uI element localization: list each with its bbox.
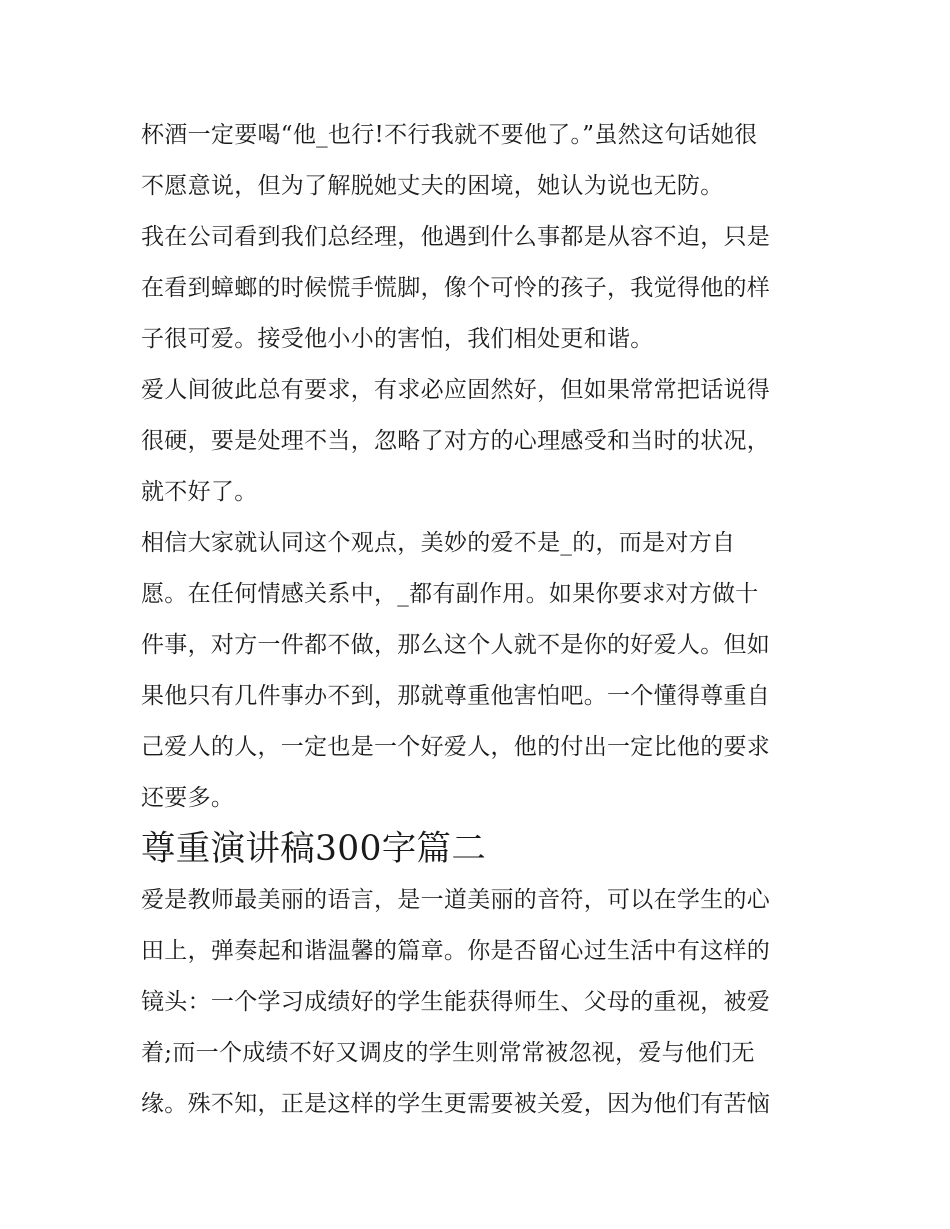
- text-line: 就不好了。: [141, 479, 258, 505]
- text-line: 爱人间彼此总有要求，有求必应固然好，但如果常常把话说得: [141, 377, 771, 403]
- text-line: 镜头：一个学习成绩好的学生能获得师生、父母的重视，被爱: [141, 989, 771, 1015]
- text-line: 杯酒一定要喝“他_也行!不行我就不要他了。”虽然这句话她很: [141, 122, 758, 148]
- text-line: 还要多。: [141, 785, 235, 811]
- paragraph-3: [141, 365, 821, 518]
- document-body: [141, 110, 821, 1130]
- text-line: 缘。殊不知，正是这样的学生更需要被关爱，因为他们有苦恼: [141, 1091, 771, 1117]
- text-line: 己爱人的人，一定也是一个好爱人，他的付出一定比他的要求: [141, 734, 771, 760]
- text-line: 田上，弹奏起和谐温馨的篇章。你是否留心过生活中有这样的: [141, 938, 771, 964]
- text-line: 我在公司看到我们总经理，他遇到什么事都是从容不迫，只是: [141, 224, 771, 250]
- paragraph-4: [141, 518, 821, 824]
- heading-text: 尊重演讲稿300字篇二: [141, 829, 487, 869]
- text-line: 在看到蟑螂的时候慌手慌脚，像个可怜的孩子，我觉得他的样: [141, 275, 771, 301]
- text-line: 爱是教师最美丽的语言，是一道美丽的音符，可以在学生的心: [141, 887, 771, 913]
- text-line: 件事，对方一件都不做，那么这个人就不是你的好爱人。但如: [141, 632, 771, 658]
- text-line: 相信大家就认同这个观点，美妙的爱不是_的，而是对方自: [141, 530, 736, 556]
- text-line: 果他只有几件事办不到，那就尊重他害怕吧。一个懂得尊重自: [141, 683, 771, 709]
- text-line: 着;而一个成绩不好又调皮的学生则常常被忽视，爱与他们无: [141, 1040, 755, 1066]
- text-line: 不愿意说，但为了解脱她丈夫的困境，她认为说也无防。: [141, 173, 724, 199]
- paragraph-1: [141, 110, 821, 212]
- text-line: 愿。在任何情感关系中，_都有副作用。如果你要求对方做十: [141, 581, 759, 607]
- paragraph-2: [141, 212, 821, 365]
- paragraph-5: [141, 875, 821, 1130]
- text-line: 很硬，要是处理不当，忽略了对方的心理感受和当时的状况，: [141, 428, 771, 454]
- text-line: 子很可爱。接受他小小的害怕，我们相处更和谐。: [141, 326, 654, 352]
- section-heading: [141, 824, 821, 875]
